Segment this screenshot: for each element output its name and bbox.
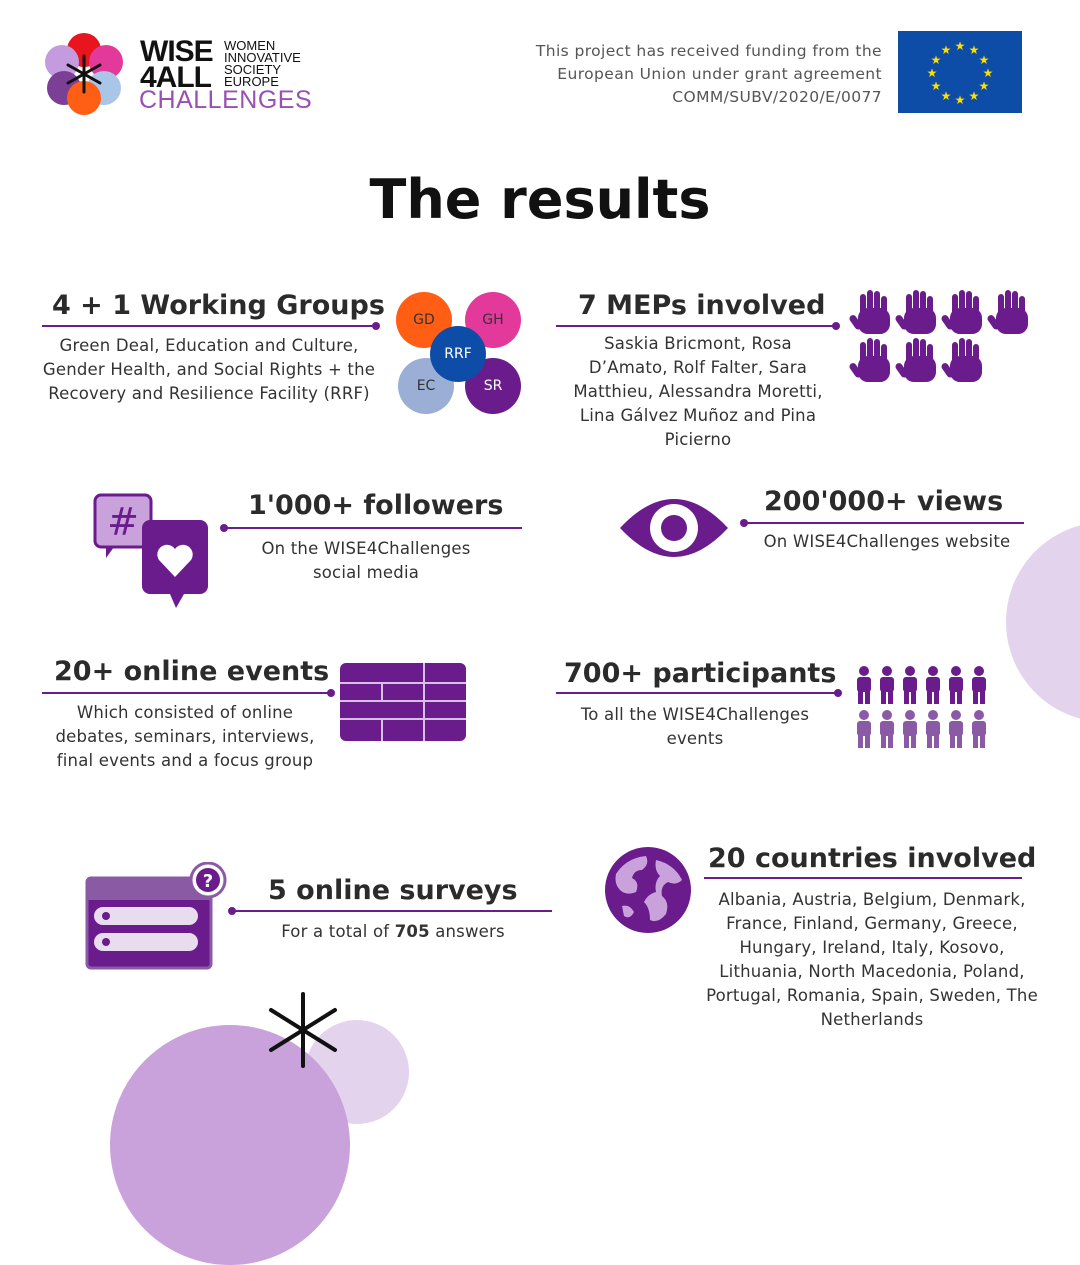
svg-text:★: ★ xyxy=(954,93,966,107)
participants-description: To all the WISE4Challenges events xyxy=(580,705,810,748)
page-title: The results xyxy=(369,168,711,231)
eu-flag-icon xyxy=(898,31,1022,113)
countries-description: Albania, Austria, Belgium, Denmark, France, Finland, Germany, Greece, Hungary, Ireland, Italy, Kosovo, Lithuania, North Macedonia, Poland, Portugal, Romania, Spain, Sweden, The Netherlands xyxy=(706,890,1038,1029)
working-groups-heading: 4 + 1 Working Groups xyxy=(52,290,385,321)
events-dot xyxy=(327,689,335,697)
events-underline xyxy=(42,692,332,694)
working-groups-underline xyxy=(42,325,376,327)
working-groups-description: Green Deal, Education and Culture, Gender Health, and Social Rights + the Recovery and Resilience Facility (RRF) xyxy=(42,336,376,403)
views-underline xyxy=(742,522,1024,524)
logo-4all: 4ALL xyxy=(140,61,211,94)
events-description: Which consisted of online debates, seminars, interviews, final events and a focus group xyxy=(55,703,315,770)
calendar-grid-icon xyxy=(340,663,466,741)
meps-dot xyxy=(832,322,840,330)
surveys-description: For a total of 705 answers xyxy=(281,922,505,941)
globe-icon xyxy=(604,846,692,934)
svg-text:★: ★ xyxy=(982,66,994,80)
asterisk-icon xyxy=(265,990,341,1070)
surveys-heading: 5 online surveys xyxy=(268,875,518,906)
social-media-icon xyxy=(92,492,212,610)
survey-form-icon xyxy=(84,862,230,972)
events-heading: 20+ online events xyxy=(54,656,330,687)
svg-text:★: ★ xyxy=(926,66,938,80)
svg-text:★: ★ xyxy=(968,89,980,103)
svg-text:★: ★ xyxy=(930,53,942,67)
countries-heading: 20 countries involved xyxy=(708,843,1037,874)
meps-description: Saskia Bricmont, Rosa D’Amato, Rolf Falter, Sara Matthieu, Alessandra Moretti, Lina Gálvez Muñoz and Pina Picierno xyxy=(573,334,823,449)
svg-text:★: ★ xyxy=(978,53,990,67)
svg-text:★: ★ xyxy=(978,79,990,93)
funding-text: This project has received funding from the European Union under grant agreement COMM/SUBV/2020/E/0077 xyxy=(535,42,882,106)
followers-heading: 1'000+ followers xyxy=(248,490,504,521)
people-icon xyxy=(852,664,996,750)
svg-text:★: ★ xyxy=(940,89,952,103)
svg-text:★: ★ xyxy=(940,43,952,57)
circle-gd: GD xyxy=(396,292,452,348)
svg-text:★: ★ xyxy=(968,43,980,57)
participants-dot xyxy=(834,689,842,697)
views-description: On WISE4Challenges website xyxy=(763,532,1011,551)
countries-underline xyxy=(704,877,1022,879)
logo-wise: WISE xyxy=(140,35,213,68)
svg-text:★: ★ xyxy=(930,79,942,93)
circle-ec: EC xyxy=(398,358,454,414)
working-groups-dot xyxy=(372,322,380,330)
eye-icon xyxy=(618,490,730,566)
circle-sr: SR xyxy=(465,358,521,414)
meps-heading: 7 MEPs involved xyxy=(578,290,826,321)
views-heading: 200'000+ views xyxy=(764,486,1004,517)
logo-tagline: WOMEN INNOVATIVE SOCIETY EUROPE xyxy=(224,38,301,89)
surveys-underline xyxy=(230,910,552,912)
participants-underline xyxy=(556,692,838,694)
followers-description: On the WISE4Challenges social media xyxy=(261,539,471,582)
logo xyxy=(44,30,313,118)
hands-icon xyxy=(848,288,1038,388)
svg-text:★: ★ xyxy=(954,39,966,53)
participants-heading: 700+ participants xyxy=(564,658,837,689)
svg-text:#: # xyxy=(107,500,139,544)
circle-rrf: RRF xyxy=(430,326,486,382)
followers-underline xyxy=(222,527,522,529)
svg-text:?: ? xyxy=(202,871,214,892)
surveys-answers-count: 705 xyxy=(394,922,430,941)
meps-underline xyxy=(556,325,836,327)
logo-challenges: CHALLENGES xyxy=(139,86,313,114)
logo-flower-icon xyxy=(44,30,126,118)
circle-gh: GH xyxy=(465,292,521,348)
